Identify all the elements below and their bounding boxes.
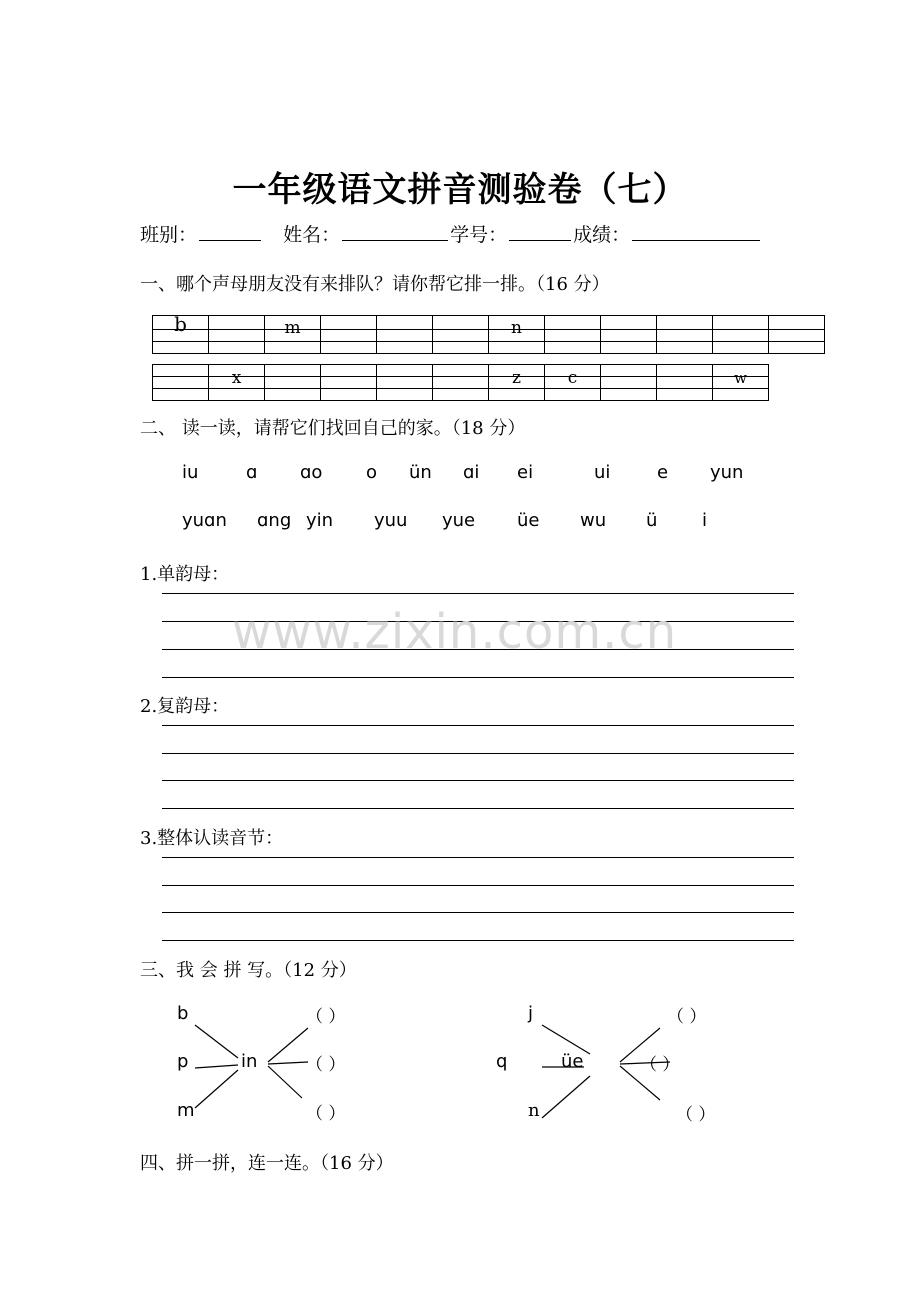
grid-cell[interactable] xyxy=(601,377,657,389)
sub-heading-compound-finals: 2.复韵母： xyxy=(140,696,230,717)
grid-cell[interactable] xyxy=(153,377,209,389)
grid-cell[interactable] xyxy=(601,365,657,377)
grid-cell[interactable] xyxy=(321,377,377,389)
grid-cell[interactable] xyxy=(321,342,377,354)
pinyin-item: yuɑn xyxy=(182,510,227,531)
grid-cell[interactable] xyxy=(601,330,657,342)
grid-cell[interactable] xyxy=(433,389,489,401)
grid-cell[interactable] xyxy=(377,330,433,342)
connector-line xyxy=(542,1076,590,1118)
grid-cell[interactable] xyxy=(545,389,601,401)
writing-line[interactable] xyxy=(162,808,794,809)
pinyin-item: ui xyxy=(594,462,611,483)
grid-cell[interactable] xyxy=(657,330,713,342)
grid-cell[interactable] xyxy=(433,342,489,354)
section1-heading: 一、哪个声母朋友没有来排队？请你帮它排一排。（16 分） xyxy=(140,274,610,295)
grid-cell[interactable] xyxy=(377,389,433,401)
writing-line[interactable] xyxy=(162,593,794,594)
section4-heading: 四、拼一拼，连一连。（16 分） xyxy=(140,1153,394,1174)
grid-cell[interactable] xyxy=(377,365,433,377)
connector-line xyxy=(195,1065,238,1068)
grid-cell[interactable] xyxy=(265,377,321,389)
grid-cell[interactable] xyxy=(489,389,545,401)
pinyin-item: o xyxy=(366,462,378,483)
writing-line[interactable] xyxy=(162,780,794,781)
grid-cell[interactable] xyxy=(265,342,321,354)
grid-cell[interactable] xyxy=(769,316,825,330)
initial-letter: p xyxy=(177,1051,189,1072)
initial-letter: q xyxy=(496,1051,508,1072)
grid-cell[interactable] xyxy=(545,316,601,330)
grid-cell[interactable] xyxy=(377,316,433,330)
pinyin-item: ei xyxy=(517,462,534,483)
grid-cell[interactable]: n xyxy=(489,316,545,330)
name-label: 姓名： xyxy=(283,224,341,246)
writing-line[interactable] xyxy=(162,912,794,913)
sub-heading-single-finals: 1.单韵母： xyxy=(140,564,230,585)
pinyin-item: üe xyxy=(517,510,540,531)
grid-cell[interactable] xyxy=(545,342,601,354)
pinyin-item: yun xyxy=(710,462,744,483)
grid-cell[interactable] xyxy=(209,330,265,342)
grid-cell[interactable] xyxy=(713,389,769,401)
grid-cell[interactable] xyxy=(209,342,265,354)
writing-line[interactable] xyxy=(162,885,794,886)
grid-cell[interactable] xyxy=(433,330,489,342)
class-label: 班别： xyxy=(140,224,198,246)
writing-line[interactable] xyxy=(162,753,794,754)
grid-cell[interactable] xyxy=(713,342,769,354)
grid-cell[interactable] xyxy=(657,316,713,330)
writing-line[interactable] xyxy=(162,677,794,678)
grid-cell[interactable] xyxy=(601,389,657,401)
grid-cell[interactable] xyxy=(489,342,545,354)
pinyin-item: ɑo xyxy=(300,462,323,483)
writing-line[interactable] xyxy=(162,857,794,858)
grid-cell[interactable] xyxy=(713,330,769,342)
score-blank[interactable] xyxy=(632,222,760,241)
grid-cell[interactable] xyxy=(713,316,769,330)
grid-cell[interactable] xyxy=(433,365,489,377)
grid-cell[interactable] xyxy=(377,342,433,354)
grid-cell[interactable] xyxy=(321,316,377,330)
grid-cell[interactable] xyxy=(321,365,377,377)
answer-blank[interactable]: （ ） xyxy=(640,1055,680,1075)
grid-cell[interactable] xyxy=(265,389,321,401)
pinyin-item: i xyxy=(702,510,708,531)
grid-cell[interactable] xyxy=(153,365,209,377)
initial-letter: m xyxy=(177,1100,195,1121)
connector-line xyxy=(268,1028,308,1062)
grid-cell[interactable]: m xyxy=(265,316,321,330)
initial-letter: b xyxy=(177,1003,189,1024)
pinyin-item: yin xyxy=(306,510,334,531)
student-info-row xyxy=(140,220,762,247)
number-label: 学号： xyxy=(450,224,508,246)
connector-line xyxy=(195,1070,238,1108)
answer-blank[interactable]: （ ） xyxy=(306,1055,346,1075)
pinyin-item: e xyxy=(657,462,669,483)
answer-blank[interactable]: （ ） xyxy=(676,1105,716,1125)
writing-line[interactable] xyxy=(162,940,794,941)
grid-cell[interactable] xyxy=(657,377,713,389)
pinyin-item: iu xyxy=(182,462,199,483)
grid-cell[interactable] xyxy=(601,342,657,354)
grid-cell[interactable] xyxy=(657,389,713,401)
initial-letter: j xyxy=(528,1003,534,1024)
grid-cell[interactable] xyxy=(769,342,825,354)
pinyin-item: yue xyxy=(442,510,476,531)
grid-cell[interactable] xyxy=(209,389,265,401)
score-label: 成绩： xyxy=(573,224,631,246)
grid-cell[interactable] xyxy=(321,330,377,342)
answer-blank[interactable]: （ ） xyxy=(667,1007,707,1027)
grid-cell[interactable] xyxy=(657,365,713,377)
pinyin-item: ü xyxy=(646,510,658,531)
grid-cell[interactable]: c xyxy=(545,365,601,377)
pinyin-item: yuu xyxy=(374,510,408,531)
grid-cell[interactable] xyxy=(209,316,265,330)
grid-cell[interactable] xyxy=(265,365,321,377)
initials-grid-row2 xyxy=(152,364,769,401)
section3-heading: 三、我 会 拼 写。（12 分） xyxy=(140,960,357,981)
watermark: www.zixin.com.cn xyxy=(232,604,678,660)
initials-grid-row1 xyxy=(152,312,825,354)
class-blank[interactable] xyxy=(199,222,261,241)
pinyin-item: wu xyxy=(580,510,607,531)
pinyin-item: ün xyxy=(409,462,432,483)
final-letter: in xyxy=(241,1051,258,1072)
pinyin-item: ɑi xyxy=(463,462,480,483)
grid-cell[interactable] xyxy=(545,330,601,342)
grid-cell[interactable]: b xyxy=(153,316,209,330)
answer-blank[interactable]: （ ） xyxy=(306,1007,346,1027)
sub-heading-whole-syllables: 3.整体认读音节： xyxy=(140,828,284,849)
final-letter: üe xyxy=(561,1051,584,1072)
connector-line xyxy=(268,1066,302,1098)
grid-cell[interactable]: w xyxy=(713,365,769,377)
number-blank[interactable] xyxy=(509,222,571,241)
section2-heading: 二、 读一读，请帮它们找回自己的家。（18 分） xyxy=(140,418,526,439)
writing-line[interactable] xyxy=(162,725,794,726)
grid-cell[interactable] xyxy=(377,377,433,389)
grid-cell[interactable] xyxy=(433,377,489,389)
grid-cell[interactable] xyxy=(601,316,657,330)
grid-cell[interactable] xyxy=(153,342,209,354)
connector-line xyxy=(195,1025,238,1058)
grid-cell[interactable]: z xyxy=(489,365,545,377)
grid-cell[interactable] xyxy=(153,389,209,401)
page-title: 一年级语文拼音测验卷（七） xyxy=(232,170,688,210)
name-blank[interactable] xyxy=(342,222,448,241)
connector-line xyxy=(542,1025,590,1054)
grid-cell[interactable] xyxy=(321,389,377,401)
pinyin-item: ɑ xyxy=(246,462,258,483)
grid-cell[interactable] xyxy=(433,316,489,330)
grid-cell[interactable] xyxy=(657,342,713,354)
connector-line xyxy=(268,1062,308,1064)
answer-blank[interactable]: （ ） xyxy=(306,1104,346,1124)
initial-letter: n xyxy=(528,1100,540,1121)
pinyin-item: ɑng xyxy=(257,510,292,531)
grid-cell[interactable] xyxy=(769,330,825,342)
grid-cell[interactable]: x xyxy=(209,365,265,377)
